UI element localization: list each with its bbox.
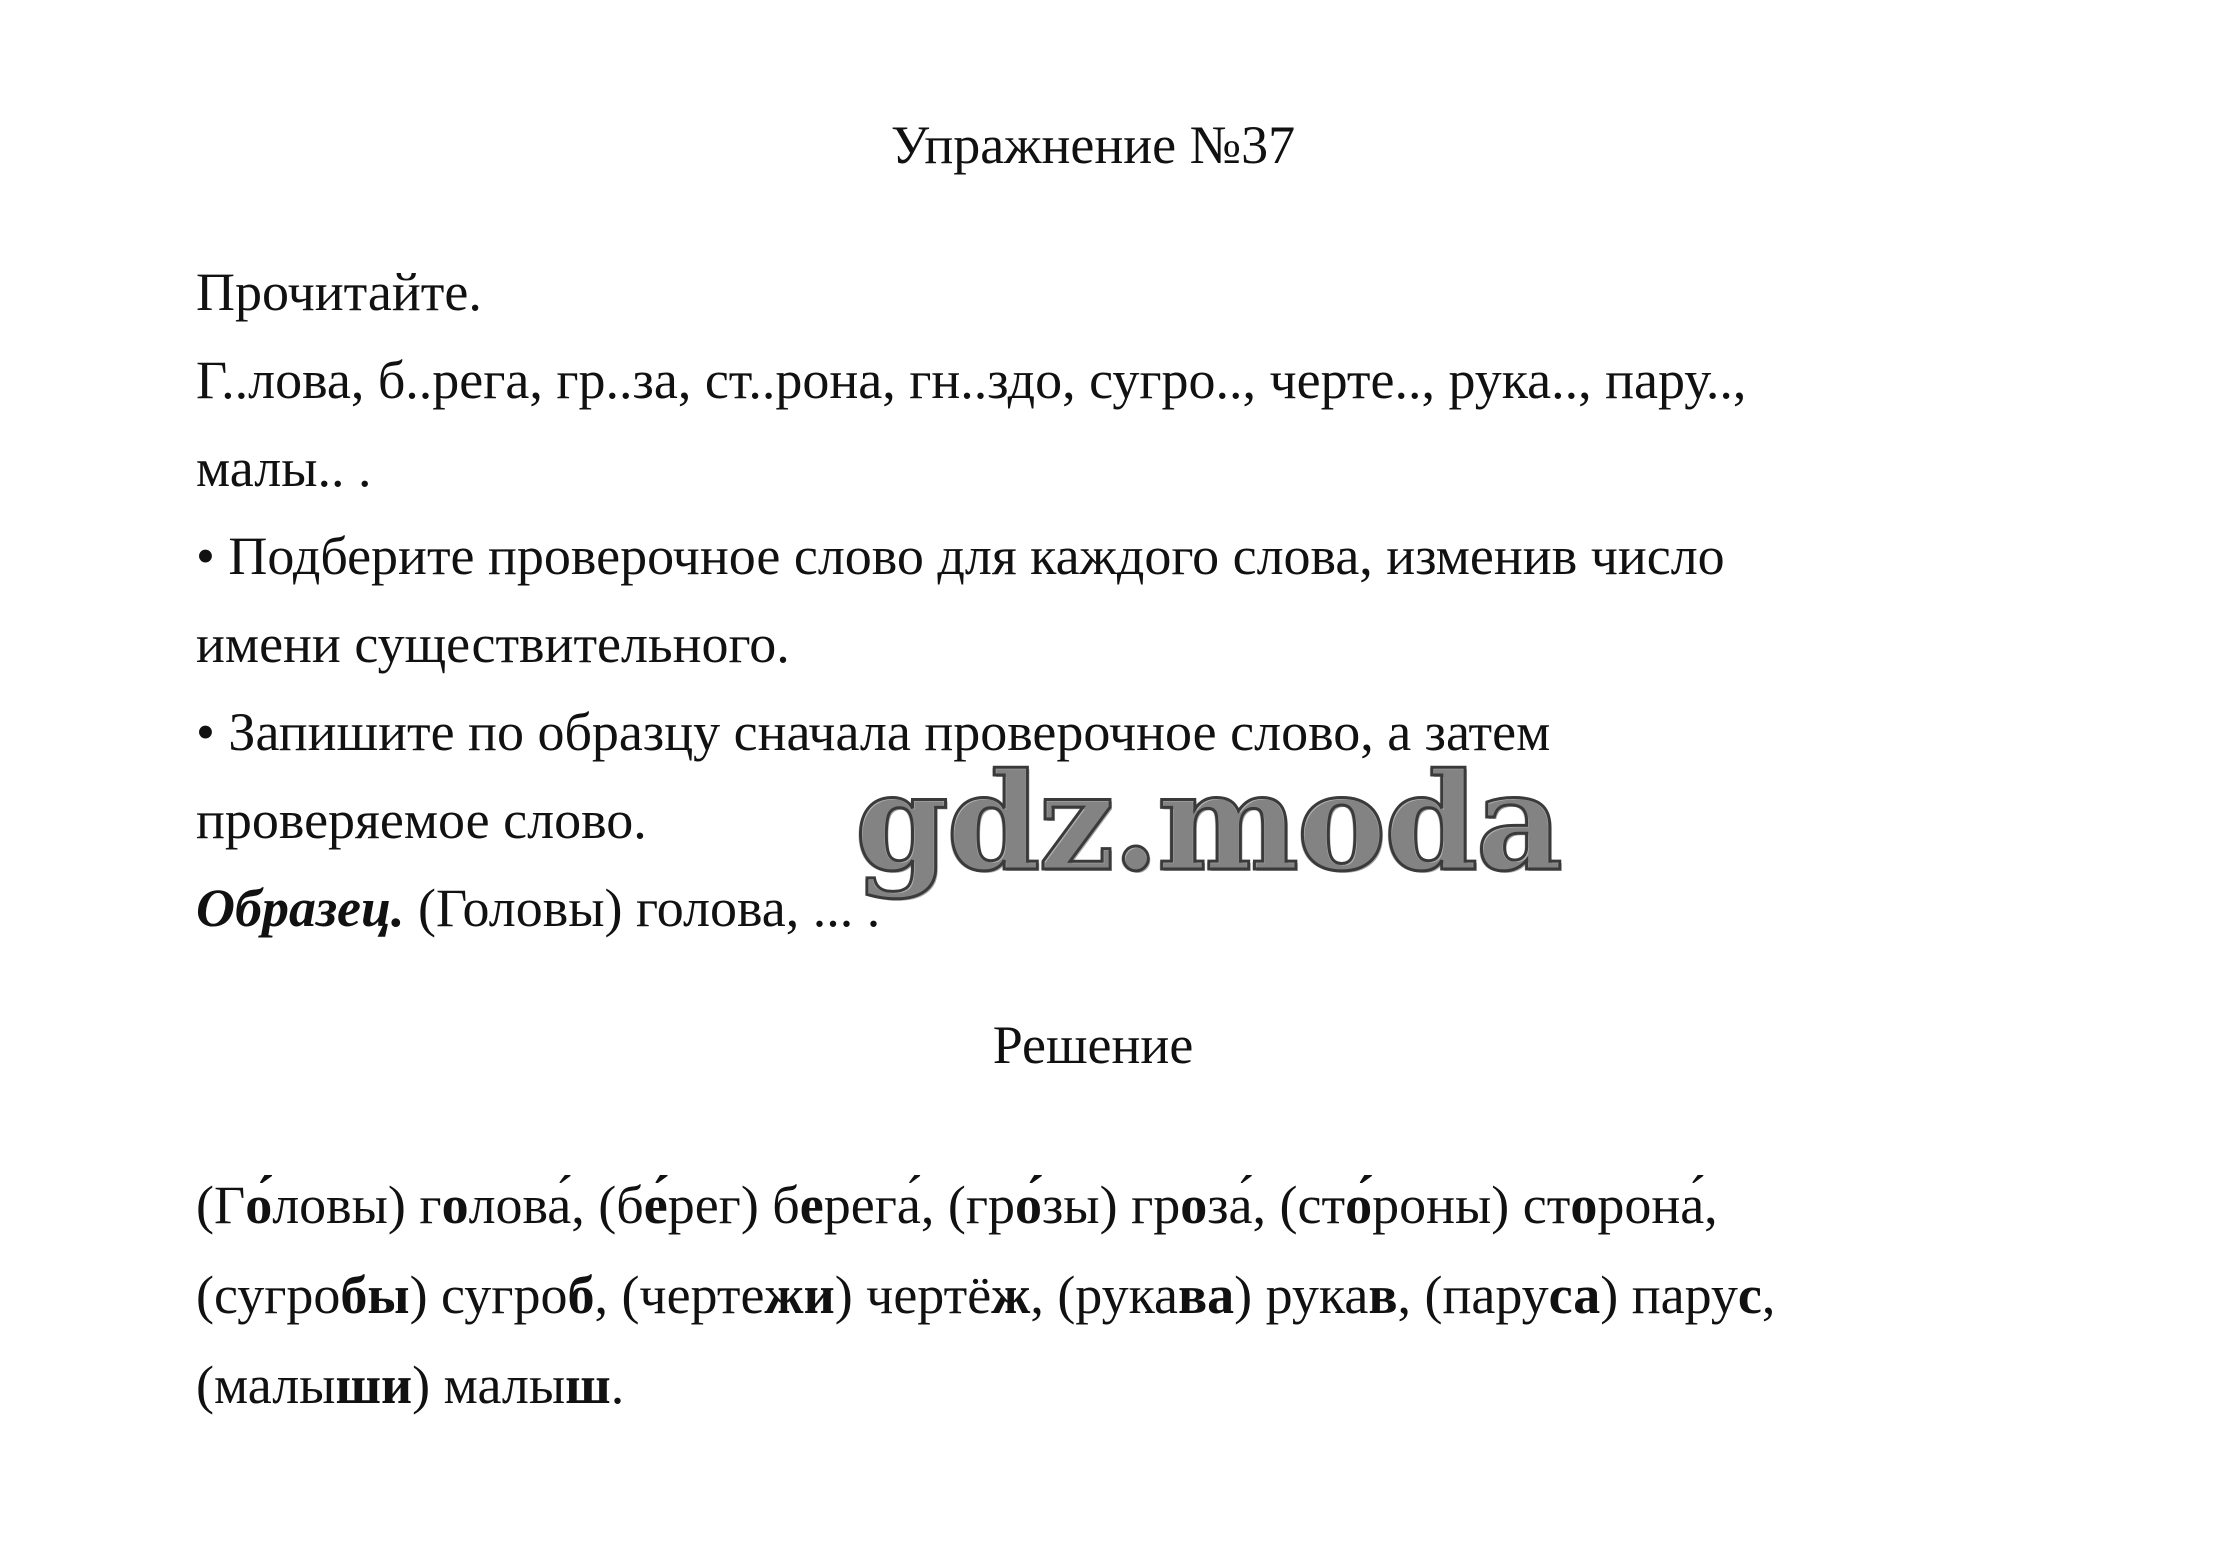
- solution-line-2: [196, 1250, 2016, 1340]
- task-intro: Прочитайте.: [196, 262, 482, 322]
- highlighted-letter: ж: [991, 1265, 1031, 1325]
- solution-text-segment: ) пару: [1600, 1265, 1738, 1325]
- solution-text-segment: рег) б: [667, 1175, 800, 1235]
- watermark-logo: gdz.moda: [855, 743, 1561, 901]
- solution-title: Решение: [992, 1015, 1194, 1075]
- solution-line-3: [196, 1340, 2016, 1430]
- exercise-title: Упражнение №37: [890, 115, 1296, 175]
- solution-text-segment: ,: [1761, 1265, 1776, 1325]
- highlighted-letter: о: [1570, 1175, 1598, 1235]
- highlighted-letter: с: [1737, 1265, 1762, 1325]
- highlighted-letter: в: [1368, 1265, 1398, 1325]
- task-bullet-2-line-1: • Запишите по образцу сначала проверочное слово, а затем: [196, 702, 1551, 762]
- highlighted-letter: ва: [1177, 1265, 1235, 1325]
- solution-text-segment: рона́,: [1597, 1175, 1718, 1235]
- sample-text: (Головы) голова, ... .: [404, 878, 881, 938]
- solution-text-segment: ) малы: [412, 1355, 566, 1415]
- highlighted-letter: б: [567, 1265, 595, 1325]
- highlighted-letter: ш: [565, 1355, 611, 1415]
- highlighted-letter: о: [441, 1175, 469, 1235]
- solution-text-segment: ) чертё: [834, 1265, 992, 1325]
- highlighted-letter: о́: [1014, 1175, 1042, 1235]
- task-bullet-1-line-2: имени существительного.: [196, 614, 790, 674]
- solution-text-segment: , (черте: [594, 1265, 765, 1325]
- highlighted-letter: о́: [1345, 1175, 1373, 1235]
- task-words-line-1: Г..лова, б..рега, гр..за, ст..рона, гн..здо, сугро.., черте.., рука.., пару..,: [196, 350, 1747, 410]
- solution-text-segment: , (пару: [1397, 1265, 1549, 1325]
- task-bullet-1-line-1: • Подберите проверочное слово для каждого слова, изменив число: [196, 526, 1725, 586]
- task-words-line-2: малы.. .: [196, 438, 372, 498]
- solution-text-segment: (малы: [196, 1355, 336, 1415]
- solution-text: [196, 1160, 2016, 1430]
- solution-text-segment: лова́, (б: [468, 1175, 644, 1235]
- solution-text-segment: ) рука: [1234, 1265, 1369, 1325]
- highlighted-letter: бы: [340, 1265, 410, 1325]
- solution-text-segment: (Г: [196, 1175, 246, 1235]
- highlighted-letter: е́: [643, 1175, 668, 1235]
- task-text: [196, 248, 1996, 952]
- highlighted-letter: о́: [245, 1175, 273, 1235]
- solution-text-segment: (сугро: [196, 1265, 341, 1325]
- solution-text-segment: ловы) г: [272, 1175, 442, 1235]
- solution-text-segment: ) сугро: [409, 1265, 568, 1325]
- highlighted-letter: ши: [335, 1355, 413, 1415]
- highlighted-letter: жи: [764, 1265, 835, 1325]
- task-bullet-2-line-2: проверяемое слово.: [196, 790, 647, 850]
- solution-text-segment: роны) ст: [1372, 1175, 1571, 1235]
- highlighted-letter: о: [1180, 1175, 1208, 1235]
- solution-text-segment: рега́, (гр: [823, 1175, 1015, 1235]
- solution-line-1: [196, 1160, 2016, 1250]
- sample-label: Образец.: [196, 878, 405, 938]
- task-sample: [196, 864, 1996, 952]
- solution-text-segment: за́, (ст: [1207, 1175, 1346, 1235]
- solution-text-segment: зы) гр: [1041, 1175, 1181, 1235]
- highlighted-letter: са: [1548, 1265, 1601, 1325]
- highlighted-letter: е: [799, 1175, 824, 1235]
- solution-text-segment: , (рука: [1030, 1265, 1178, 1325]
- solution-text-segment: .: [610, 1355, 625, 1415]
